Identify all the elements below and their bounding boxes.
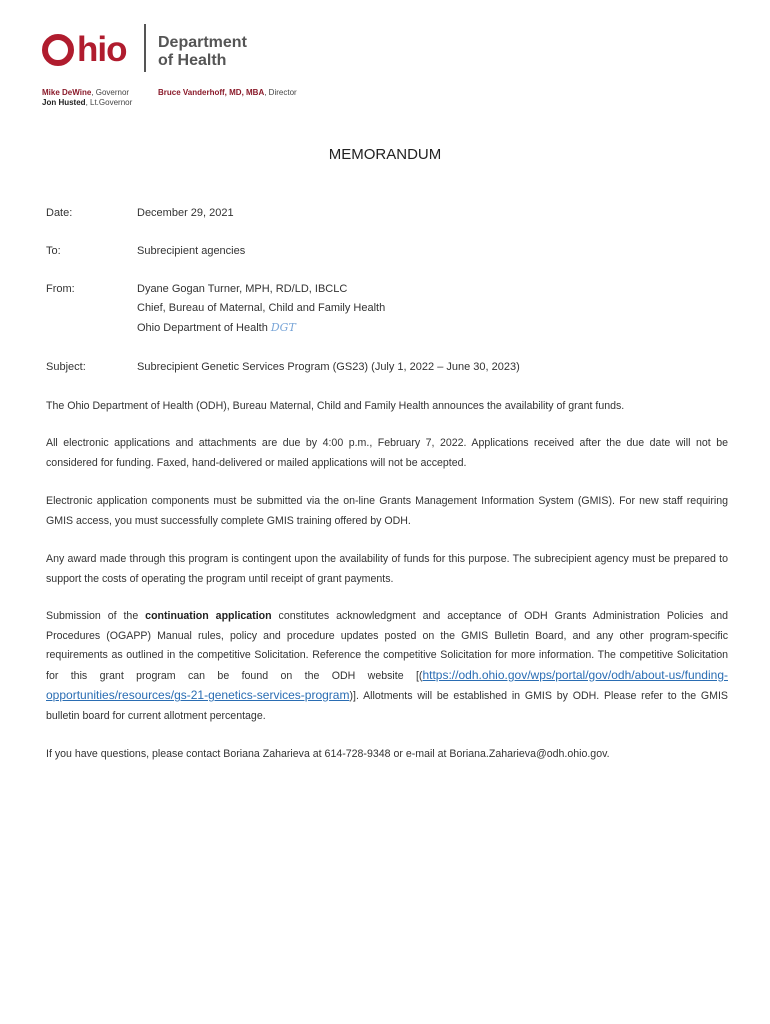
- director-name: Bruce Vanderhoff, MD, MBA: [158, 88, 265, 97]
- department-name-line2: of Health: [158, 52, 227, 69]
- subject-value: Subrecipient Genetic Services Program (GS23) (July 1, 2022 – June 30, 2023): [137, 361, 520, 373]
- governor-block: [42, 88, 132, 108]
- submission-text-a: Submission of the: [46, 610, 146, 622]
- letterhead-divider: [144, 24, 146, 72]
- from-label: From:: [46, 283, 75, 295]
- signature-initials: DGT: [270, 321, 296, 334]
- ohio-logo-letters: hio: [77, 30, 127, 69]
- ohio-logo: [40, 30, 136, 70]
- governor-name: Mike DeWine: [42, 88, 92, 97]
- from-org-name: Ohio Department of Health: [137, 322, 268, 334]
- date-label: Date:: [46, 207, 73, 219]
- director-block: [158, 88, 297, 98]
- paragraph-announcement: The Ohio Department of Health (ODH), Bureau Maternal, Child and Family Health announces the availability of grant funds.: [46, 400, 625, 412]
- paragraph-funding: Any award made through this program is contingent upon the availability of funds for this purpose. The subrecipient agency must be prepared to support the costs of operating the program until receipt of grant payments.: [46, 553, 728, 585]
- letterhead: [40, 24, 740, 114]
- director-title: , Director: [264, 88, 297, 97]
- paragraph-contact: If you have questions, please contact Boriana Zaharieva at 614-728-9348 or e-mail at Boriana.Zaharieva@odh.ohio.gov.: [46, 748, 610, 760]
- submission-bold: continuation application: [145, 610, 272, 622]
- to-value: Subrecipient agencies: [137, 245, 246, 257]
- from-org: [137, 318, 385, 338]
- solicitation-link[interactable]: https://odh.ohio.gov/wps/portal/gov/odh/about-us/funding-opportunities/resources/gs-21-genetics-services-program: [46, 667, 728, 702]
- from-value: [137, 280, 385, 338]
- submission-text-c: )]. Allotments will be established in GMIS by ODH. Please refer to the GMIS bulletin board for current allotment percentage.: [46, 690, 728, 722]
- to-label: To:: [46, 245, 61, 257]
- ohio-logo-circle-icon: [42, 34, 74, 66]
- paragraph-gmis: Electronic application components must be submitted via the on-line Grants Management Information System (GMIS). For new staff requiring GMIS access, you must successfully complete GMIS training offered by ODH.: [46, 495, 728, 527]
- department-name-line1: Department: [158, 34, 247, 51]
- lt-governor-name: Jon Husted: [42, 98, 86, 107]
- memo-title: MEMORANDUM: [328, 146, 442, 163]
- submission-text-b: constitutes acknowledgment and acceptance of ODH Grants Administration Policies and Procedures (OGAPP) Manual rules, policy and procedure updates posted on the GMIS Bulletin Board, and any other program-specific requirements as outlined in the competitive Solicitation. Reference the competitive Solicitation for more information. The competitive Solicitation for this grant program can be found on the ODH website [(: [46, 610, 728, 682]
- date-value: December 29, 2021: [137, 207, 234, 219]
- paragraph-submission: [46, 607, 728, 726]
- from-title: Chief, Bureau of Maternal, Child and Family Health: [137, 302, 386, 314]
- subject-label: Subject:: [46, 361, 86, 373]
- governor-title: , Governor: [91, 88, 130, 97]
- lt-governor-title: , Lt.Governor: [85, 98, 133, 107]
- from-name: Dyane Gogan Turner, MPH, RD/LD, IBCLC: [137, 283, 348, 295]
- paragraph-deadline: All electronic applications and attachments are due by 4:00 p.m., February 7, 2022. Applications received after the due date will not be considered for funding. Faxed, hand-delivered or mailed applications will not be accepted.: [46, 437, 728, 469]
